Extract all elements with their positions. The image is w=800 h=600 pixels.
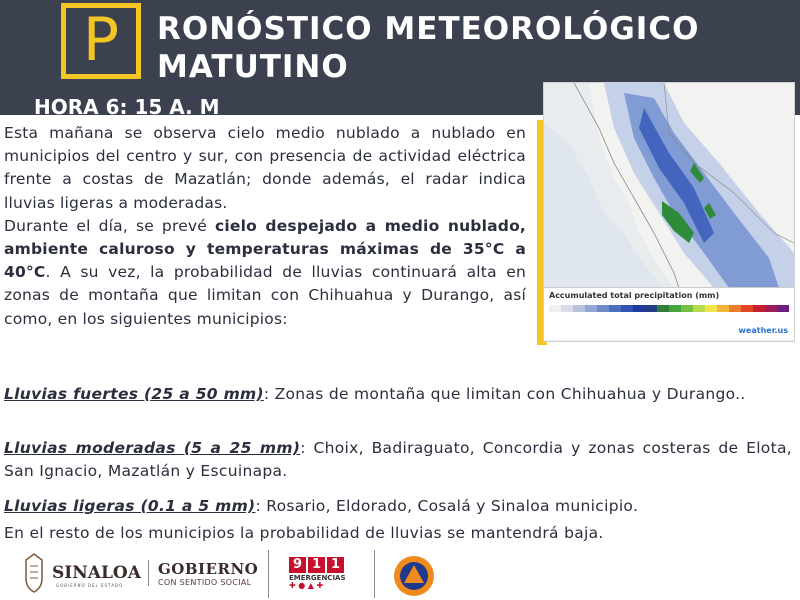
emergency-services-icon: ✚ ● ▲ ✚ <box>289 581 324 590</box>
map-image <box>544 83 794 288</box>
sinaloa-logo-text: SINALOA <box>52 563 141 583</box>
legend-color-swatch <box>717 305 729 312</box>
legend-color-swatch <box>681 305 693 312</box>
legend-color-swatch <box>705 305 717 312</box>
legend-color-swatch <box>729 305 741 312</box>
rain-moderate-label: Lluvias moderadas (5 a 25 mm) <box>4 439 301 457</box>
paragraph-day-highlight: cielo despejado a medio nublado, ambiente caluroso y temperaturas máximas de 35°C a 40°C <box>4 216 527 282</box>
forecast-time: HORA 6: 15 A. M <box>34 95 220 119</box>
forecast-description <box>4 122 526 331</box>
title-initial-badge: P <box>61 3 141 79</box>
legend-color-swatch <box>549 305 561 312</box>
map-legend <box>544 287 794 340</box>
title-line-2: MATUTINO <box>157 49 349 85</box>
page-title <box>157 10 699 86</box>
emergencias-911-logo <box>289 557 344 590</box>
gobierno-logo-text: GOBIERNO <box>158 560 259 578</box>
legend-color-swatch <box>585 305 597 312</box>
paragraph-day-intro: Durante el día, se prevé <box>4 216 216 235</box>
rain-light <box>4 495 792 518</box>
gobierno-logo-subtitle: CON SENTIDO SOCIAL <box>158 578 252 587</box>
divider <box>148 560 149 586</box>
precipitation-map <box>543 82 795 342</box>
legend-color-swatch <box>633 305 645 312</box>
paragraph-day-rest: . A su vez, la probabilidad de lluvias continuará alta en zonas de montaña que limitan con Chihuahua y Durango, así como, en los siguientes municipios: <box>4 263 526 328</box>
weather-brand-logo: weather.us <box>738 326 788 335</box>
rain-moderate-text: : Choix, Badiraguato, Concordia y zonas costeras de Elota, San Ignacio, Mazatlán y Escuinapa. <box>4 439 792 481</box>
legend-color-swatch <box>645 305 657 312</box>
legend-color-swatch <box>657 305 669 312</box>
e911-digit: 1 <box>327 557 344 573</box>
e911-digit: 1 <box>308 557 325 573</box>
legend-color-swatch <box>693 305 705 312</box>
rain-strong-label: Lluvias fuertes (25 a 50 mm) <box>4 385 264 403</box>
legend-color-swatch <box>561 305 573 312</box>
legend-color-swatch <box>753 305 765 312</box>
rain-light-label: Lluvias ligeras (0.1 a 5 mm) <box>4 497 256 515</box>
proteccion-civil-logo-icon <box>393 555 435 597</box>
paragraph-day <box>4 215 526 331</box>
title-line-1: RONÓSTICO METEOROLÓGICO <box>157 11 700 47</box>
rain-rest: En el resto de los municipios la probabilidad de lluvias se mantendrá baja. <box>4 524 604 542</box>
legend-color-swatch <box>609 305 621 312</box>
rain-strong-text: : Zonas de montaña que limitan con Chihuahua y Durango.. <box>263 385 746 403</box>
legend-color-scale <box>549 305 789 312</box>
rain-moderate <box>4 437 792 483</box>
paragraph-morning: Esta mañana se observa cielo medio nublado a nublado en municipios del centro y sur, con presencia de actividad eléctrica frente a costas de Mazatlán; donde además, el radar indica lluvias ligeras a moderadas. <box>4 124 526 212</box>
footer-logos <box>0 548 800 600</box>
rain-strong <box>4 383 792 406</box>
legend-color-swatch <box>765 305 777 312</box>
legend-color-swatch <box>669 305 681 312</box>
legend-color-swatch <box>573 305 585 312</box>
legend-title: Accumulated total precipitation (mm) <box>549 291 720 300</box>
legend-color-swatch <box>741 305 753 312</box>
e911-label: EMERGENCIAS <box>289 574 346 582</box>
legend-color-swatch <box>777 305 789 312</box>
rain-light-text: : Rosario, Eldorado, Cosalá y Sinaloa municipio. <box>255 497 639 515</box>
divider <box>374 550 375 598</box>
e911-digit: 9 <box>289 557 306 573</box>
sinaloa-logo-subtitle: GOBIERNO DEL ESTADO <box>56 583 124 588</box>
divider <box>268 550 269 598</box>
legend-color-swatch <box>621 305 633 312</box>
sinaloa-seal-icon <box>22 552 46 594</box>
legend-color-swatch <box>597 305 609 312</box>
